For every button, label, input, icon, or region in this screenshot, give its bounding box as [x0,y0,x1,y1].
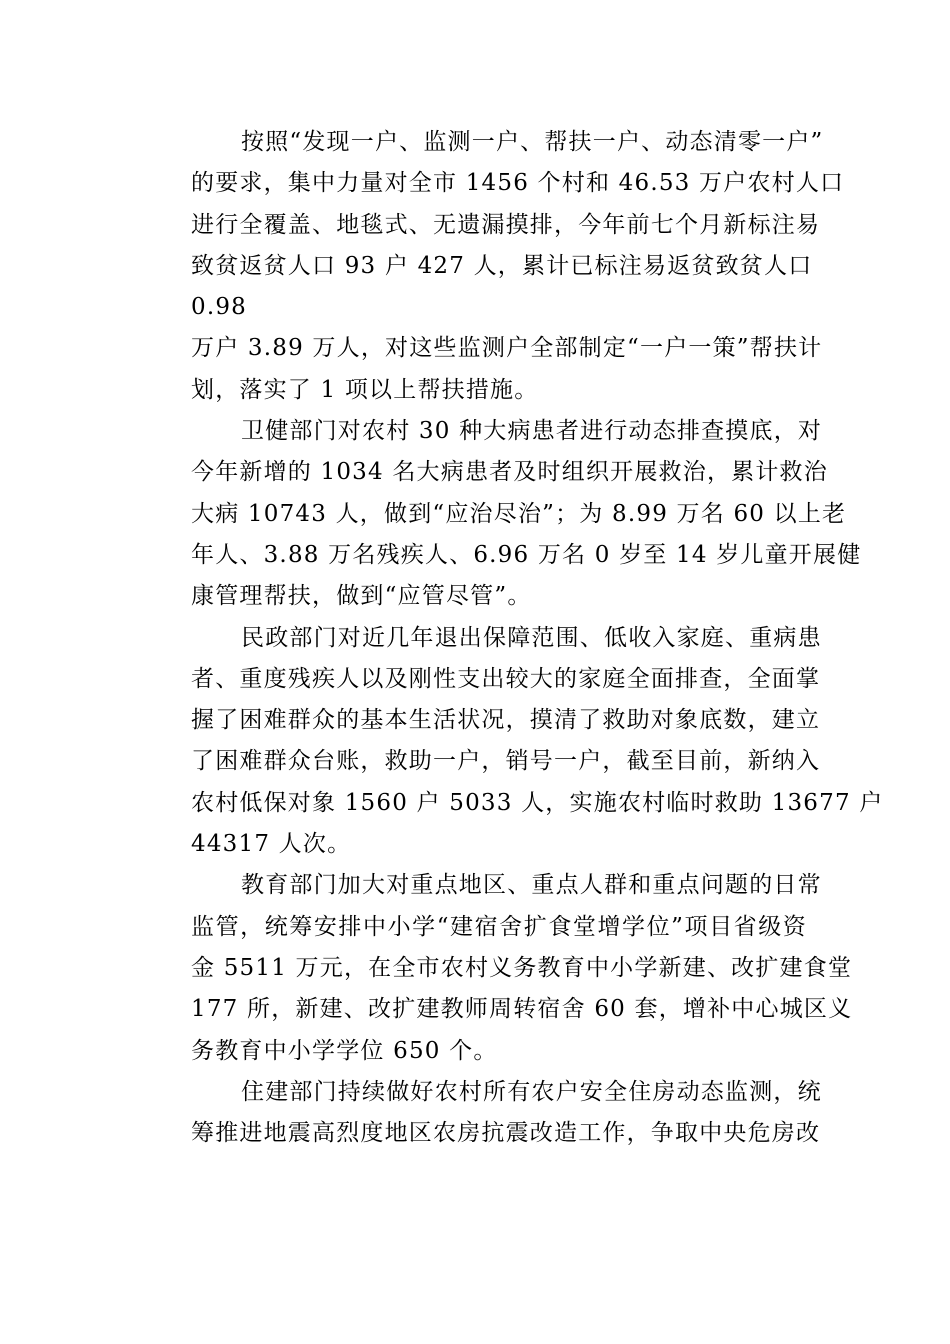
text-line: 177 所，新建、改扩建教师周转宿舍 60 套，增补中心城区义 [191,996,853,1023]
text-line: 务教育中小学学位 650 个。 [191,1037,498,1064]
text-line: 农村低保对象 1560 户 5033 人，实施农村临时救助 13677 户 [191,789,884,816]
text-line: 教育部门加大对重点地区、重点人群和重点问题的日常 [241,872,822,899]
text-line: 卫健部门对农村 30 种大病患者进行动态排查摸底，对 [241,418,823,445]
text-line: 进行全覆盖、地毯式、无遗漏摸排，今年前七个月新标注易 [191,211,821,238]
text-line: 康管理帮扶，做到“应管尽管”。 [191,583,532,610]
text-line: 住建部门持续做好农村所有农户安全住房动态监测，统 [241,1078,822,1105]
text-line: 划，落实了 1 项以上帮扶措施。 [191,376,539,403]
text-line: 金 5511 万元，在全市农村义务教育中小学新建、改扩建食堂 [191,954,853,981]
paragraph-education [145,865,853,1071]
text-line: 0.98 [191,294,248,321]
text-line: 者、重度残疾人以及刚性支出较大的家庭全面排查，全面掌 [191,665,821,692]
text-line: 筹推进地震高烈度地区农房抗震改造工作，争取中央危房改 [191,1120,821,1147]
text-line: 致贫返贫人口 93 户 427 人，累计已标注易返贫致贫人口 [191,252,813,279]
paragraph-housing [145,1072,822,1155]
text-line: 年人、3.88 万名残疾人、6.96 万名 0 岁至 14 岁儿童开展健 [191,541,862,568]
text-line: 民政部门对近几年退出保障范围、低收入家庭、重病患 [241,624,822,651]
paragraph-health [145,411,862,617]
text-line: 大病 10743 人，做到“应治尽治”；为 8.99 万名 60 以上老 [191,500,847,527]
text-line: 按照“发现一户、监测一户、帮扶一户、动态清零一户” [241,129,824,155]
text-line: 的要求，集中力量对全市 1456 个村和 46.53 万户农村人口 [191,170,845,197]
text-line: 44317 人次。 [191,831,352,858]
text-line: 万户 3.89 万人，对这些监测户全部制定“一户一策”帮扶计 [191,335,823,362]
text-line: 了困难群众台账，救助一户，销号一户，截至目前，新纳入 [191,748,821,775]
paragraph-civil-affairs [145,618,884,866]
text-line: 今年新增的 1034 名大病患者及时组织开展救治，累计救治 [191,459,828,486]
document-body [145,122,884,1154]
text-line: 握了困难群众的基本生活状况，摸清了救助对象底数，建立 [191,707,821,734]
paragraph-monitoring [145,122,845,411]
text-line: 监管，统筹安排中小学“建宿舍扩食堂增学位”项目省级资 [191,913,807,940]
